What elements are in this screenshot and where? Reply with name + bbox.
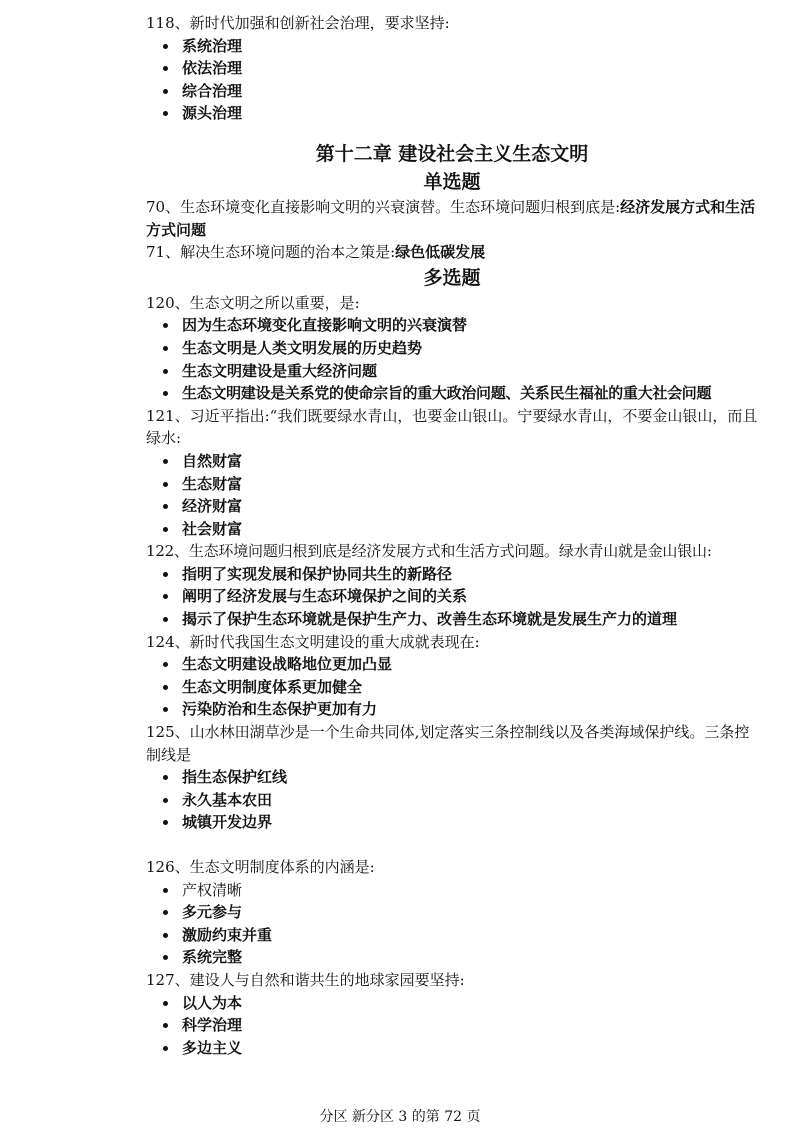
- option-item: 综合治理: [160, 80, 758, 103]
- question-121-options: [146, 450, 758, 540]
- question-122-options: [146, 563, 758, 631]
- question-71: [146, 241, 758, 264]
- option-item: 经济财富: [160, 495, 758, 518]
- question-120-stem: 120、生态文明之所以重要，是:: [146, 293, 360, 312]
- question-127-options: [146, 992, 758, 1060]
- option-item: 激励约束并重: [160, 924, 758, 947]
- question-124-options: [146, 653, 758, 721]
- option-item: 生态财富: [160, 473, 758, 496]
- question-71-stem: 71、解决生态环境问题的治本之策是:: [146, 243, 396, 262]
- page-content: [146, 12, 758, 1059]
- question-71-answer: 绿色低碳发展: [395, 243, 486, 262]
- question-126-stem: 126、生态文明制度体系的内涵是:: [146, 858, 375, 876]
- option-item: 科学治理: [160, 1014, 758, 1037]
- option-item: 指明了实现发展和保护协同共生的新路径: [160, 563, 758, 586]
- option-item: 产权清晰: [160, 879, 758, 902]
- option-item: 以人为本: [160, 992, 758, 1015]
- chapter-title: 第十二章 建设社会主义生态文明: [315, 142, 589, 165]
- option-item: 永久基本农田: [160, 789, 758, 812]
- option-item: 生态文明建设是重大经济问题: [160, 360, 758, 383]
- option-item: 生态文明建设战略地位更加凸显: [160, 653, 758, 676]
- option-item: 系统完整: [160, 946, 758, 969]
- option-item: 多元参与: [160, 901, 758, 924]
- question-121-stem: 121、习近平指出:“我们既要绿水青山，也要金山银山。宁要绿水青山，不要金山银山，而且绿水:: [146, 406, 758, 448]
- multi-choice-heading: 多选题: [423, 266, 481, 289]
- question-127-stem: 127、建设人与自然和谐共生的地球家园要坚持:: [146, 970, 465, 989]
- single-choice-heading: 单选题: [423, 170, 481, 193]
- question-70-answer: 经济发展方式和生活方式问题: [146, 197, 756, 239]
- option-item: 城镇开发边界: [160, 811, 758, 834]
- option-item: 多边主义: [160, 1037, 758, 1060]
- question-125-stem: 125、山水林田湖草沙是一个生命共同体,划定落实三条控制线以及各类海域保护线。三条控制线是: [146, 723, 750, 764]
- option-item: 社会财富: [160, 518, 758, 541]
- question-122-stem: 122、生态环境问题归根到底是经济发展方式和生活方式问题。绿水青山就是金山银山:: [146, 542, 712, 561]
- option-item: 生态文明建设是关系党的使命宗旨的重大政治问题、关系民生福祉的重大社会问题: [160, 382, 758, 405]
- question-118-stem: 118、新时代加强和创新社会治理，要求坚持:: [146, 14, 450, 32]
- option-item: 生态文明制度体系更加健全: [160, 676, 758, 699]
- question-126-options: [146, 879, 758, 969]
- question-125-options: [146, 766, 758, 834]
- option-item: 因为生态环境变化直接影响文明的兴衰演替: [160, 314, 758, 337]
- option-item: 生态文明是人类文明发展的历史趋势: [160, 337, 758, 360]
- question-70-stem: 70、生态环境变化直接影响文明的兴衰演替。生态环境问题归根到底是:: [146, 197, 621, 216]
- option-item: 揭示了保护生态环境就是保护生产力、改善生态环境就是发展生产力的道理: [160, 608, 758, 631]
- question-70: [146, 196, 758, 241]
- option-item: 污染防治和生态保护更加有力: [160, 698, 758, 721]
- option-item: 阐明了经济发展与生态环境保护之间的关系: [160, 585, 758, 608]
- option-item: 指生态保护红线: [160, 766, 758, 789]
- question-124-stem: 124、新时代我国生态文明建设的重大成就表现在:: [146, 632, 480, 651]
- option-item: 自然财富: [160, 450, 758, 473]
- question-118-options: [146, 35, 758, 125]
- option-item: 源头治理: [160, 102, 758, 125]
- option-item: 依法治理: [160, 57, 758, 80]
- question-120-options: [146, 314, 758, 404]
- blank-spacer: [146, 834, 758, 856]
- page-footer: 分区 新分区 3 的第 72 页: [319, 1109, 481, 1125]
- option-item: 系统治理: [160, 35, 758, 58]
